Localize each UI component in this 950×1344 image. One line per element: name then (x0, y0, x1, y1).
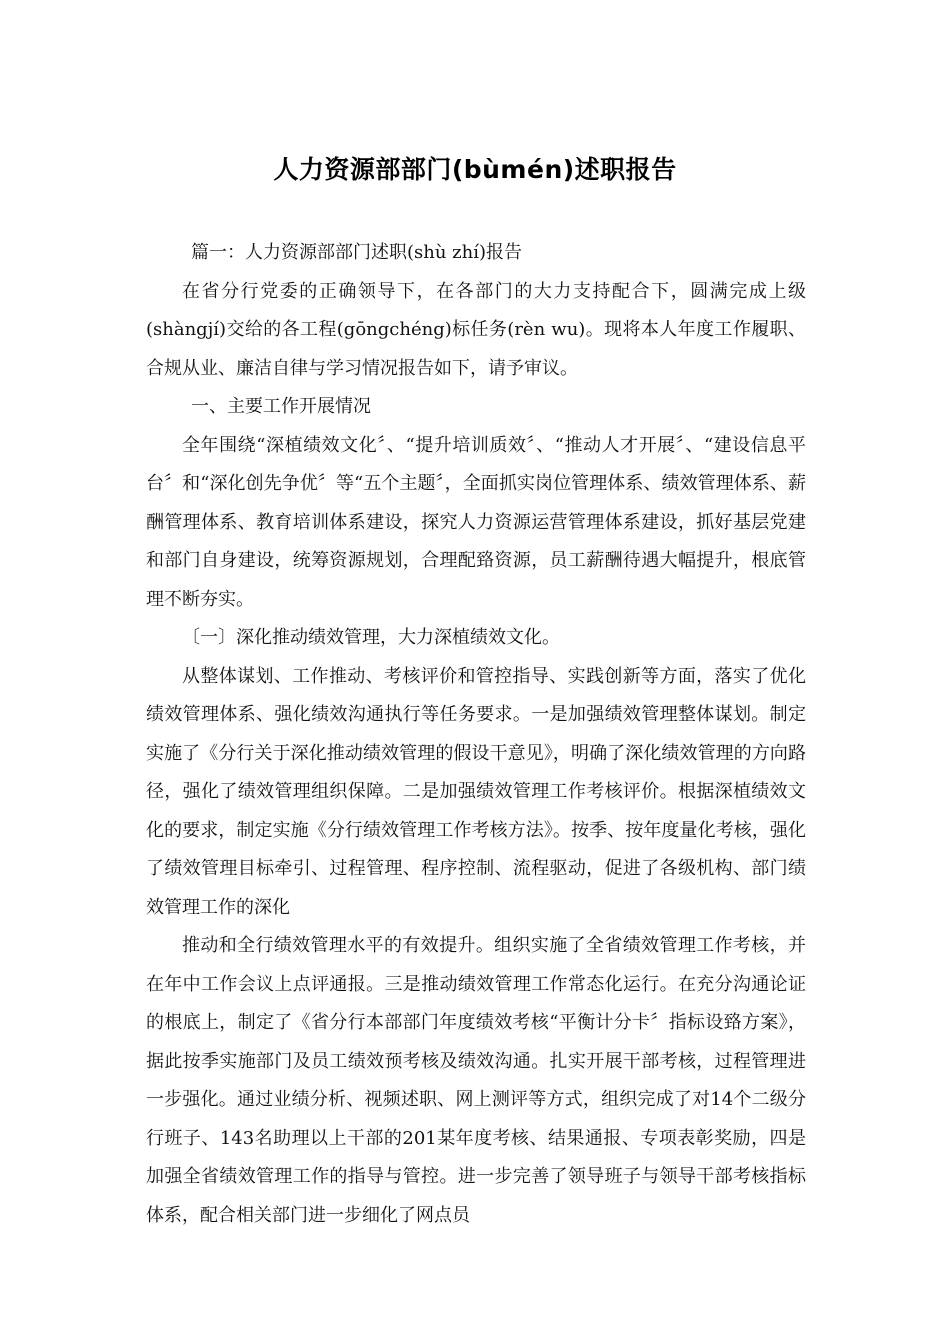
document-title: 人力资源部部门(bùmén)述职报告 (273, 155, 677, 184)
subsection-heading: 〔一〕深化推动绩效管理，大力深植绩效文化。 (182, 627, 560, 648)
paragraph: 推动和全行绩效管理水平的有效提升。组织实施了全省绩效管理工作考核，并在年中工作会议上点评通报。三是推动绩效管理工作常态化运行。在充分沟通论证的根底上，制定了《省分行本部部门年度绩效考核“平衡计分卡〞指标设臵方案》，据此按季实施部门及员工绩效预考核及绩效沟通。扎实开展干部考核，过程管理进一步强化。通过业绩分析、视频述职、网上测评等方式，组织完成了对14个二级分行班子、143名助理以上干部的201某年度考核、结果通报、专项表彰奖励，四是加强全省绩效管理工作的指导与管控。进一步完善了领导班子与领导干部考核指标体系，配合相关部门进一步细化了网点员 (146, 935, 806, 1226)
section-heading: 篇一：人力资源部部门述职(shù zhí)报告 (191, 242, 523, 263)
paragraph: 在省分行党委的正确领导下，在各部门的大力支持配合下，圆满完成上级(shàngjí)交给的各工程(gōngchéng)标任务(rèn wu)。现将本人年度工作履职、合规从业、廉洁自律与学习情况报告如下，请予审议。 (146, 280, 806, 379)
paragraph: 全年围绕“深植绩效文化〞、“提升培训质效〞、“推动人才开展〞、“建设信息平台〞和“深化创先争优〞等“五个主题〞，全面抓实岗位管理体系、绩效管理体系、薪酬管理体系、教育培训体系建设，探究人力资源运营管理体系建设，抓好基层党建和部门自身建设，统筹资源规划，合理配臵资源，员工薪酬待遇大幅提升，根底管理不断夯实。 (146, 434, 806, 610)
section-heading: 一、主要工作开展情况 (191, 396, 371, 417)
document-body (146, 234, 806, 1235)
paragraph: 从整体谋划、工作推动、考核评价和管控指导、实践创新等方面，落实了优化绩效管理体系、强化绩效沟通执行等任务要求。一是加强绩效管理整体谋划。制定实施了《分行关于深化推动绩效管理的假设干意见》，明确了深化绩效管理的方向路径，强化了绩效管理组织保障。二是加强绩效管理工作考核评价。根据深植绩效文化的要求，制定实施《分行绩效管理工作考核方法》。按季、按年度量化考核，强化了绩效管理目标牵引、过程管理、程序控制、流程驱动，促进了各级机构、部门绩效管理工作的深化 (146, 665, 806, 918)
